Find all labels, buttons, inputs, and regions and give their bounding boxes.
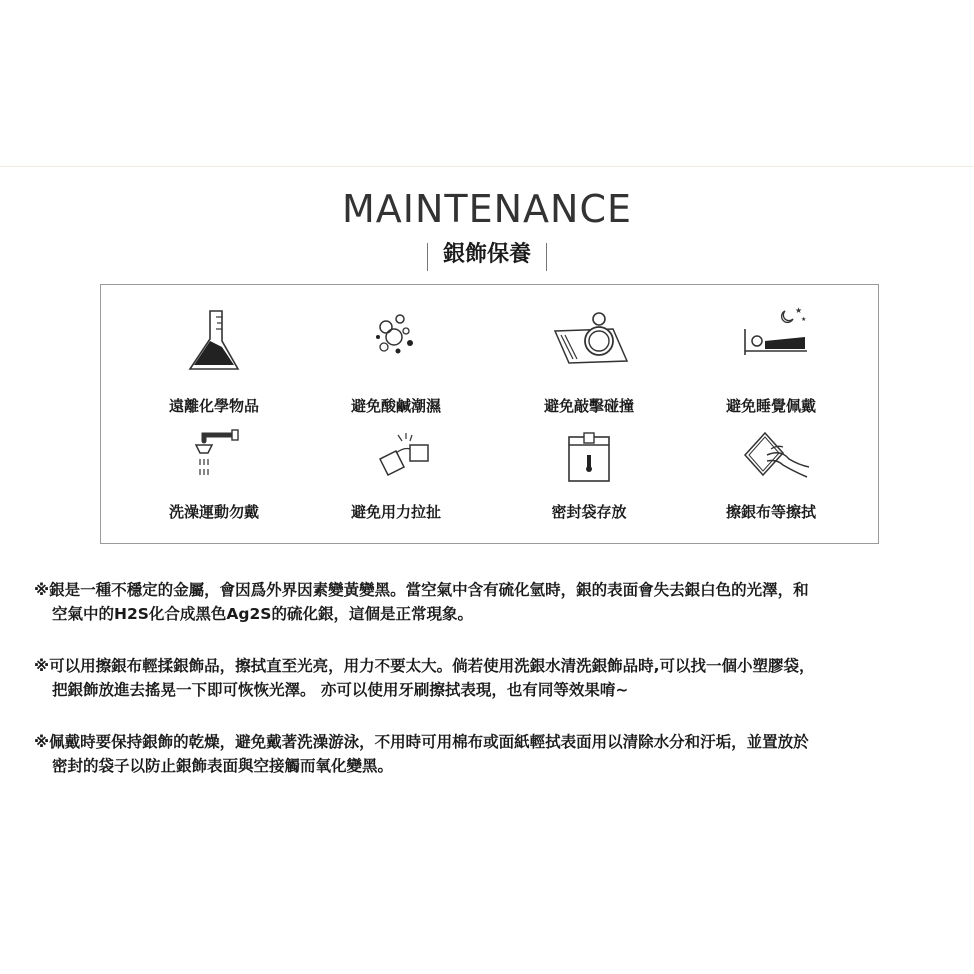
note-storage-line-1: ※佩戴時要保持銀飾的乾燥，避免戴著洗澡游泳，不用時可用棉布或面紙輕拭表面用以清除水分和汙垢，並置放於 — [34, 733, 809, 751]
care-instructions-panel — [100, 284, 879, 544]
care-label-sealed-bag: 密封袋存放 — [551, 503, 627, 521]
care-label-impact: 避免敲擊碰撞 — [543, 397, 634, 415]
care-item-polish — [681, 425, 861, 535]
note-storage — [34, 730, 934, 778]
note-tarnish-line-2: 空氣中的H2S化合成黑色Ag2S的硫化銀，這個是正常現象。 — [52, 605, 473, 623]
care-item-chemicals — [124, 305, 304, 415]
note-tarnish-line-1: ※銀是一種不穩定的金屬，會因爲外界因素變黃變黑。當空氣中含有硫化氫時，銀的表面會失去銀白色的光澤，和 — [34, 581, 809, 599]
care-label-polish: 擦銀布等擦拭 — [725, 503, 816, 521]
care-item-moisture — [306, 305, 486, 415]
pull-tag-icon — [356, 425, 436, 497]
ring-impact-icon — [549, 305, 629, 377]
care-notes — [34, 578, 934, 806]
note-cleaning-line-2: 把銀飾放進去搖晃一下即可恢恢光澤。 亦可以使用牙刷擦拭表現，也有同等效果唷~ — [52, 681, 629, 699]
bubbles-icon — [356, 305, 436, 377]
care-label-shower: 洗澡運動勿戴 — [168, 503, 259, 521]
sealed-bag-icon — [549, 425, 629, 497]
note-cleaning-line-1: ※可以用擦銀布輕揉銀飾品，擦拭直至光亮，用力不要太大。倘若使用洗銀水清洗銀飾品時,可以找一個小塑膠袋， — [34, 657, 815, 675]
svg-text:★: ★ — [795, 306, 803, 315]
note-cleaning — [34, 654, 934, 702]
page-subtitle: 銀飾保養 — [442, 242, 531, 267]
polish-cloth-icon — [731, 425, 811, 497]
note-tarnish — [34, 578, 934, 626]
care-item-sealed-bag — [499, 425, 679, 535]
care-item-shower — [124, 425, 304, 535]
shower-icon — [174, 425, 254, 497]
sleep-icon — [731, 301, 811, 373]
subtitle-right-bar — [546, 243, 547, 271]
care-item-impact — [499, 305, 679, 415]
svg-text:★: ★ — [801, 316, 807, 323]
care-label-pull: 避免用力拉扯 — [350, 503, 441, 521]
note-storage-line-2: 密封的袋子以防止銀飾表面與空接觸而氧化變黑。 — [52, 757, 394, 775]
subtitle-left-bar — [427, 243, 428, 271]
care-item-pull — [306, 425, 486, 535]
care-label-sleep: 避免睡覺佩戴 — [725, 397, 816, 415]
care-label-chemicals: 遠離化學物品 — [168, 397, 259, 415]
flask-icon — [174, 305, 254, 377]
top-divider — [0, 166, 974, 167]
subtitle-block — [0, 240, 974, 271]
care-item-sleep — [681, 301, 861, 415]
care-label-moisture: 避免酸鹹潮濕 — [350, 397, 441, 415]
page-title: MAINTENANCE — [341, 187, 633, 231]
